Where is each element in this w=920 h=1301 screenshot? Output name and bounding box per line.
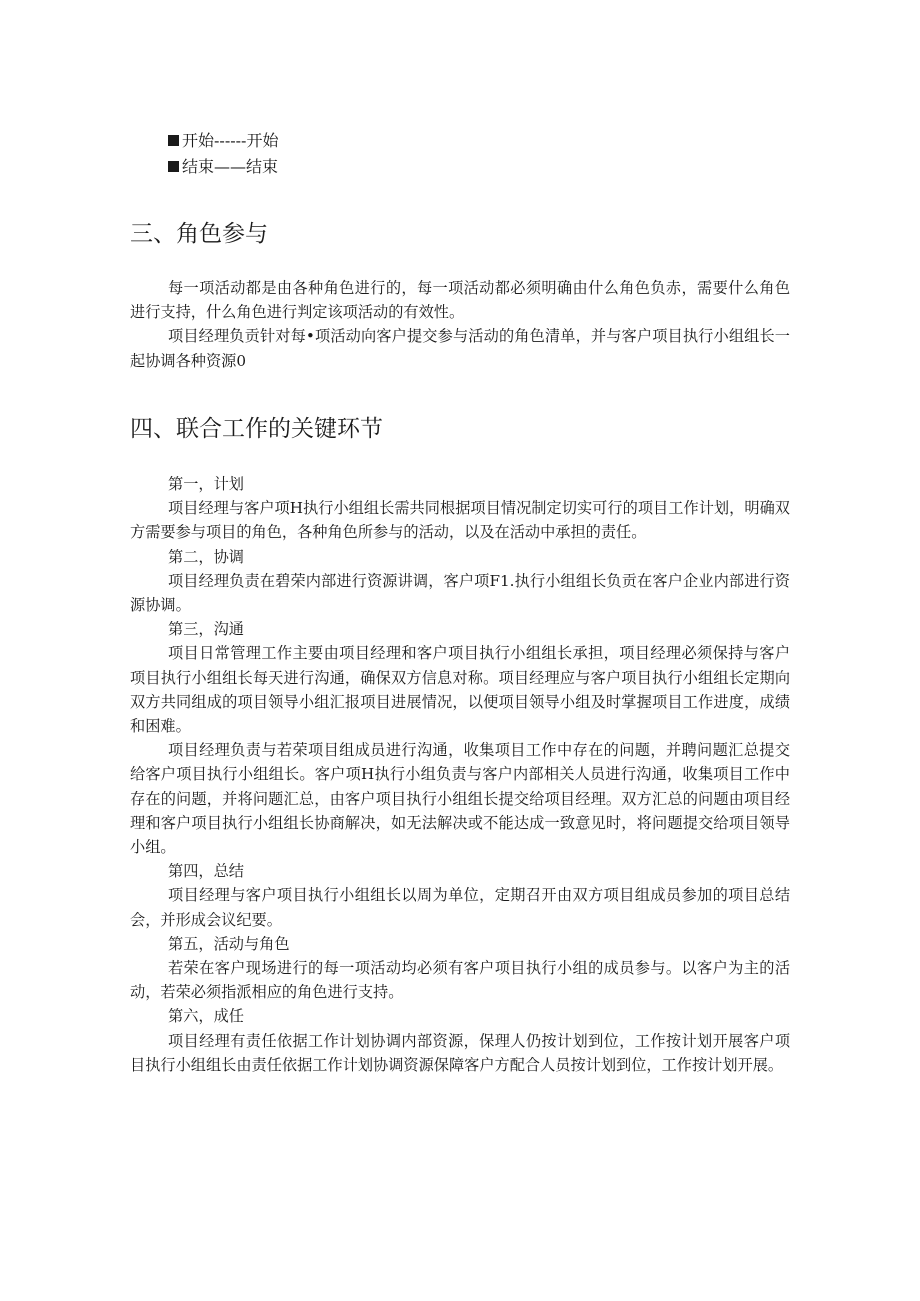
section3-body xyxy=(130,276,790,373)
section3-heading: 三、角色参与 xyxy=(130,221,268,247)
paragraph: 项目经理负贡针对每•项活动向客户提交参与活动的角色清单，并与客户项目执行小组组长一起协调各种资源0 xyxy=(130,327,790,370)
paragraph: 项目经理与客户项H执行小组组长需共同根据项目情况制定切实可行的项目工作计划，明确双方需要参与项目的角色，各种角色所参与的活动，以及在活动中承担的责任。 xyxy=(130,499,790,542)
paragraph: 项目经理负责与若荣项目组成员进行沟通，收集项目工作中存在的问题，并聘问题汇总提交给客户项目执行小组组长。客户项H执行小组负责与客户内部相关人员进行沟通，收集项目工作中存在的问题，并将问题汇总，由客户项目执行小组组长提交给项目经理。双方汇总的问题由项目经理和客户项目执行小组组长协商解决，如无法解决或不能达成一致意见时，将问题提交给项目领导小组。 xyxy=(130,741,790,857)
paragraph: 项目经理与客户项目执行小组组长以周为单位，定期召开由双方项目组成员参加的项目总结会，并形成会议纪要。 xyxy=(130,886,790,929)
section4-heading: 四、联合工作的关键环节 xyxy=(130,416,383,442)
bullet-text: 结束——结束 xyxy=(182,157,279,176)
subheading-coordinate: 第二，协调 xyxy=(168,547,244,566)
paragraph: 若荣在客户现场进行的每一项活动均必须有客户项目执行小组的成员参与。以客户为主的活动，若荣必须指派相应的角色进行支持。 xyxy=(130,959,790,1002)
bullet-text: 开始------开始 xyxy=(182,131,279,150)
paragraph: 项目经理有责任依据工作计划协调内部资源，保理人仍按计划到位，工作按计划开展客户项目执行小组组长由责任依据工作计划协调资源保障客户方配合人员按计划到位，工作按计划开展。 xyxy=(130,1031,790,1074)
paragraph: 每一项活动都是由各种角色进行的，每一项活动都必须明确由什么角色负赤，需要什么角色进行支持，什么角色进行判定该项活动的有效性。 xyxy=(130,279,790,322)
square-bullet-icon xyxy=(168,135,179,146)
subheading-communicate: 第三，沟通 xyxy=(168,620,244,639)
section4-body xyxy=(130,472,790,1077)
subheading-responsibility: 第六，成任 xyxy=(168,1007,244,1026)
bullet-start xyxy=(168,129,278,153)
subheading-summary: 第四，总结 xyxy=(168,862,244,881)
paragraph: 项目日常管理工作主要由项目经理和客户项目执行小组组长承担，项目经理必须保持与客户项目执行小组组长每天进行沟通，确保双方信息对称。项目经理应与客户项目执行小组组长定期向双方共同组成的项目领导小组汇报项目进展情况，以便项目领导小组及时掌握项目工作进度，成绩和困难。 xyxy=(130,644,790,736)
subheading-plan: 第一，计划 xyxy=(168,475,244,493)
paragraph: 项目经理负责在碧荣内部进行资源讲调，客户项F1.执行小组组长负贡在客户企业内部进行资源协调。 xyxy=(130,571,790,615)
subheading-activity-role: 第五，活动与角色 xyxy=(168,934,290,953)
square-bullet-icon xyxy=(168,161,179,172)
bullet-end xyxy=(168,155,278,179)
